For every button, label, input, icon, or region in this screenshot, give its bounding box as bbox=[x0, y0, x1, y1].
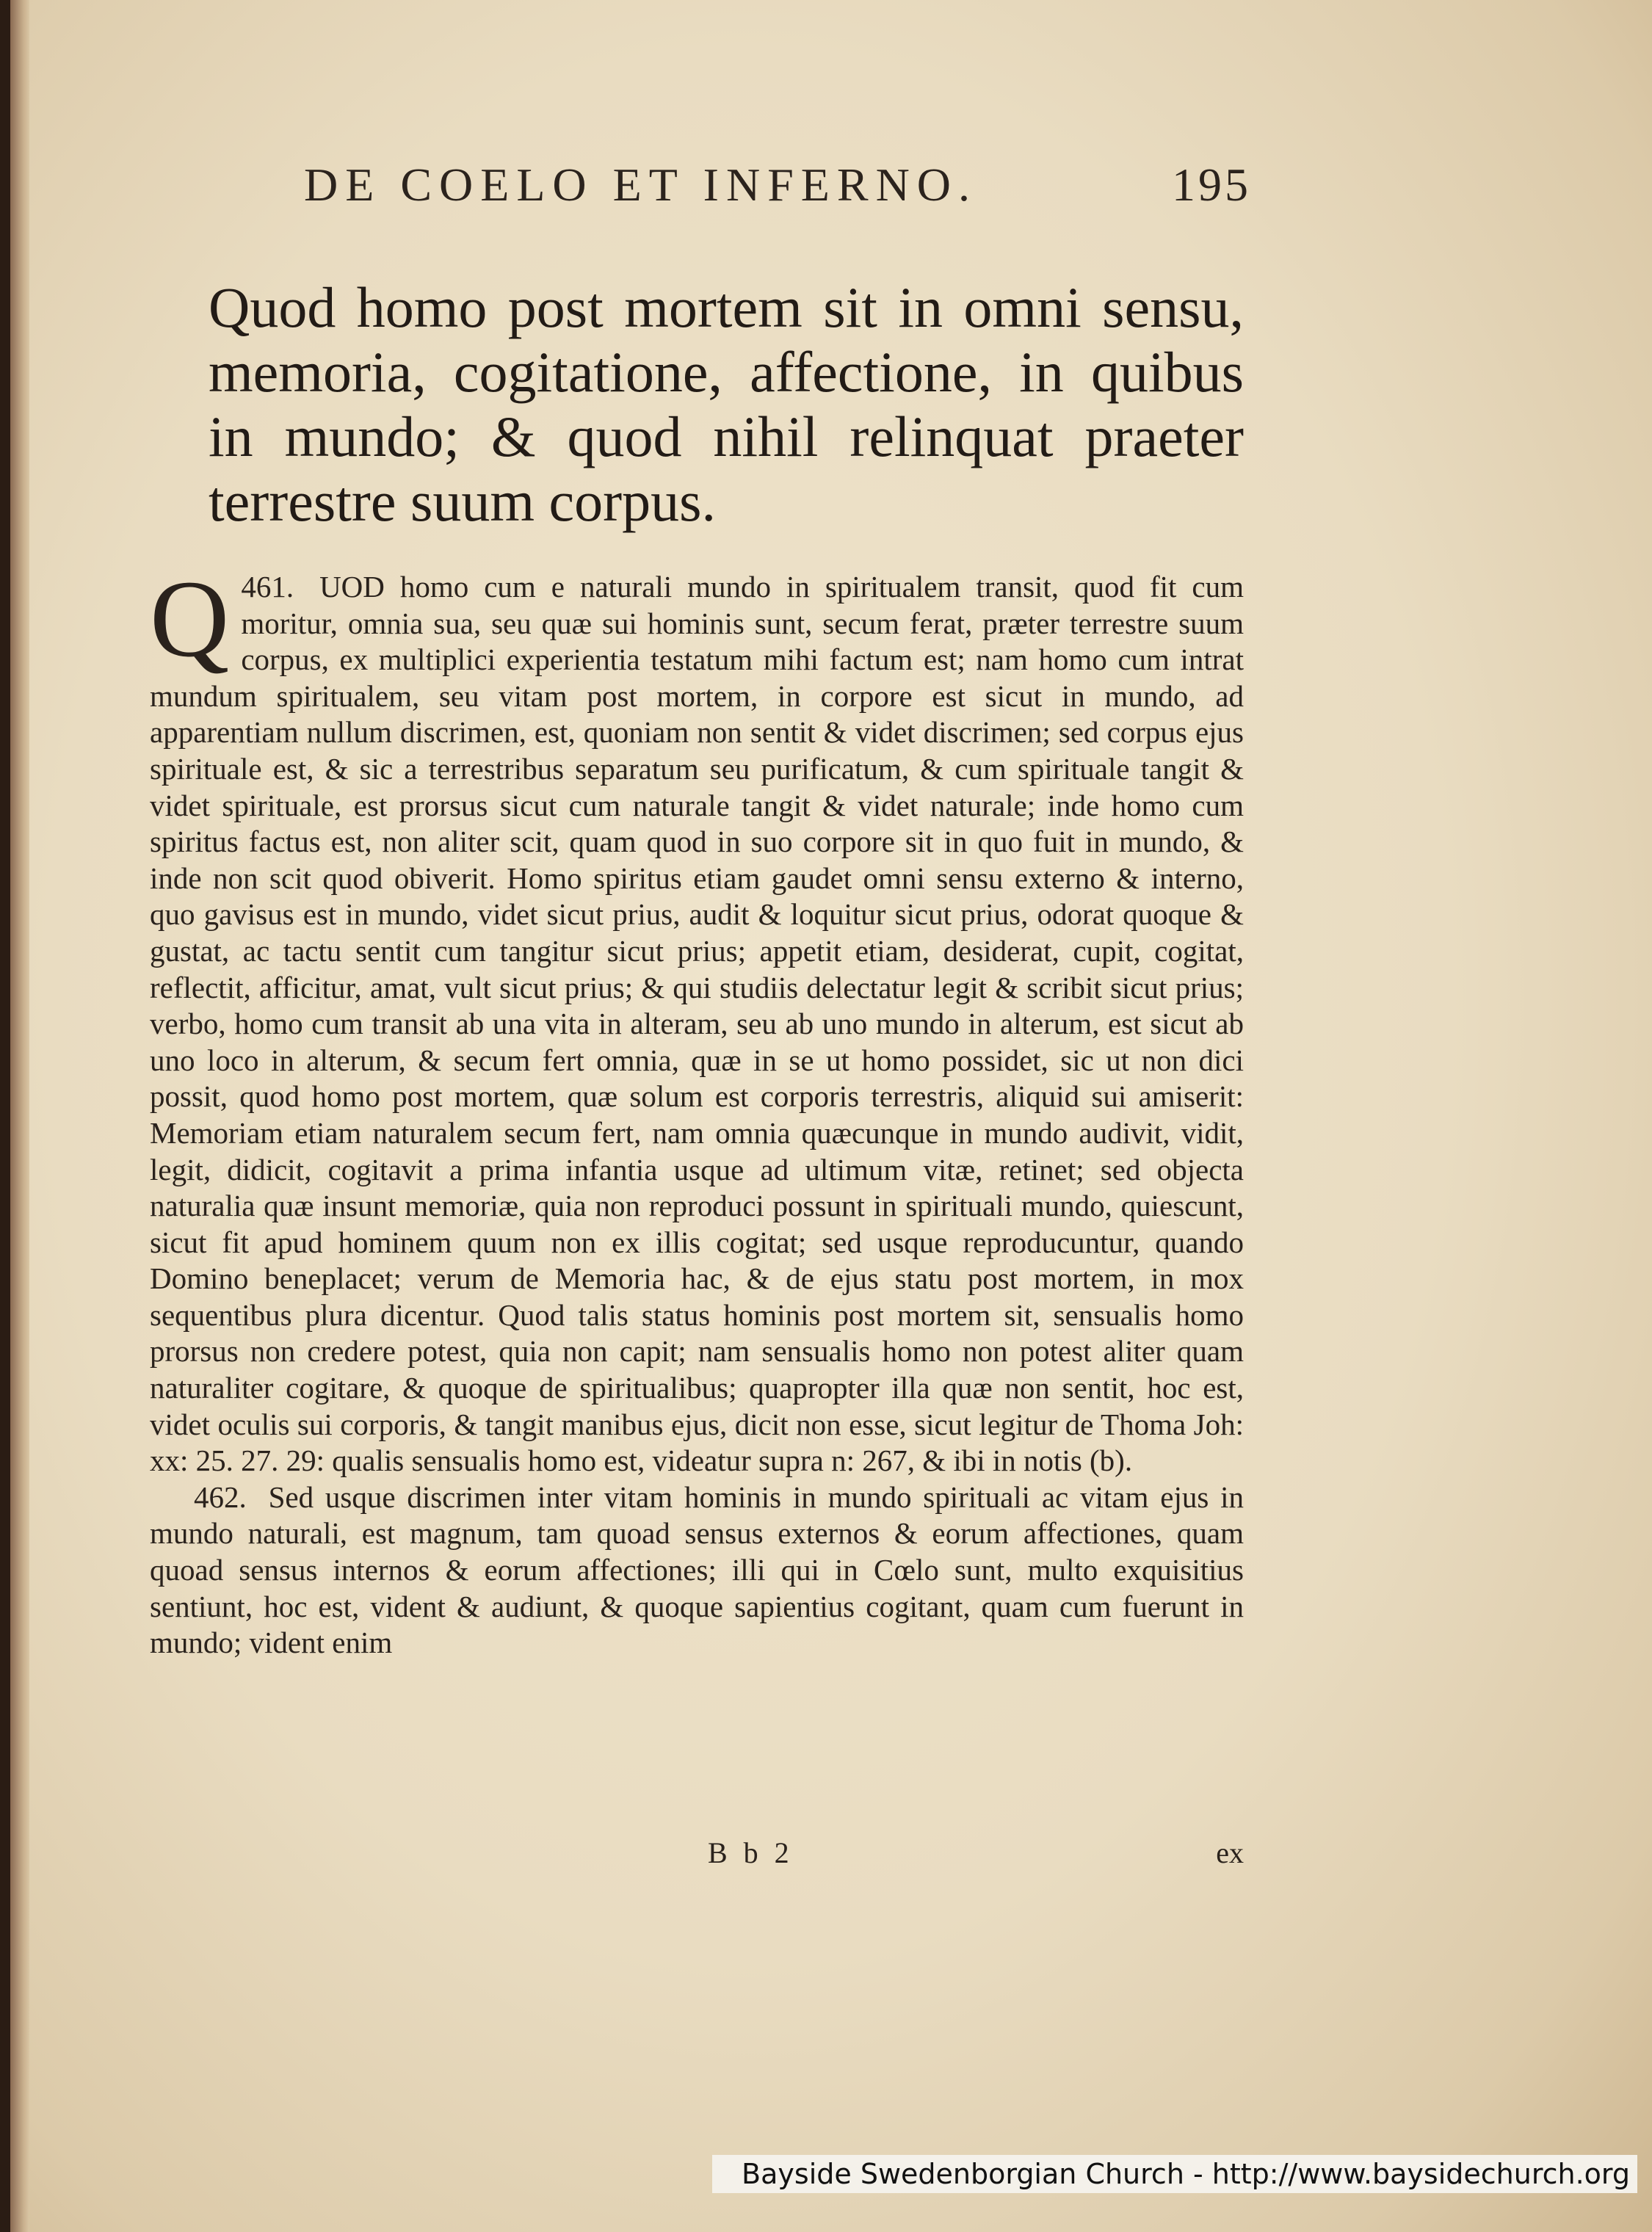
running-title: DE COELO ET INFERNO. bbox=[304, 159, 977, 211]
signature-mark: B b 2 bbox=[708, 1836, 794, 1869]
paragraph-number: 461. bbox=[241, 570, 294, 604]
watermark-credit: Bayside Swedenborgian Church - http://www.baysidechurch.org bbox=[712, 2155, 1637, 2193]
page-number: 195 bbox=[1172, 159, 1251, 211]
body-text bbox=[150, 558, 1244, 1662]
paragraph-461 bbox=[150, 558, 1244, 1479]
paragraph-text: Sed usque discrimen inter vitam hominis in mundo spirituali ac vitam ejus in mundo naturali, est magnum, tam quoad sensus externos & eorum affectiones, quam quoad sensus internos & eorum affectiones; illi qui in Cœlo sunt, multo exquisitius sentiunt, hoc est, vident & audiunt, & quoque sapientius cogitant, quam cum fuerunt in mundo; vident enim bbox=[150, 1479, 1244, 1660]
page-footer bbox=[150, 1836, 1244, 1880]
catchword: ex bbox=[1216, 1836, 1244, 1869]
chapter-title: Quod homo post mortem sit in omni sensu, memoria, cogitatione, affectione, in quibus in mundo; & quod nihil relinquat praeter terrestre suum corpus. bbox=[209, 275, 1244, 533]
paragraph-text: UOD homo cum e naturali mundo in spiritualem transit, quod fit cum moritur, omnia sua, seu quæ sui hominis sunt, secum ferat, præter terrestre suum corpus, ex multiplici experientia testatum mihi factum est; nam homo cum intrat mundum spiritualem, seu vitam post mortem, in corpore est sicut in mundo, ad apparentiam nullum discrimen, est, quoniam non sentit & videt discrimen; sed corpus ejus spirituale est, & sic a terrestribus separatum seu purificatum, & cum spirituale tangit & videt spirituale, est prorsus sicut cum naturale tangit & videt naturale; inde homo cum spiritus factus est, non aliter scit, quam quod in suo corpore sit in quo fuit in mundo, & inde non scit quod obiverit. Homo spiritus etiam gaudet omni sensu externo & interno, quo gavisus est in mundo, videt sicut prius, audit & loquitur sicut prius, odorat quoque & gustat, ac tactu sentit cum tangitur sicut prius; appetit etiam, desiderat, cupit, cogitat, reflectit, afficitur, amat, vult sicut prius; & qui studiis delectatur legit & scribit sicut prius; verbo, homo cum transit ab una vita in alteram, seu ab uno mundo in alterum, est sicut ab uno loco in alterum, & secum fert omnia, quæ in se ut homo possidet, sic ut non dici possit, quod homo post mortem, quæ solum est corporis terrestris, aliquid sui amiserit: Memoriam etiam naturalem secum fert, nam omnia quæcunque in mundo audivit, vidit, legit, didicit, cogitavit a prima infantia usque ad ultimum vitæ, retinet; sed objecta naturalia quæ insunt memoriæ, quia non reproduci possunt in spirituali mundo, quiescunt, sicut fit apud hominem quum non ex illis cogitat; sed usque reproducuntur, quando Domino beneplacet; verum de Memoria hac, & de ejus statu post mortem, in mox sequentibus plura dicentur. Quod talis status hominis post mortem sit, sensualis homo prorsus non credere potest, quia non capit; nam sensualis homo non potest aliter quam naturaliter cogitare, & quoque de spiritualibus; quapropter illa quæ non sentit, hoc est, videt oculis sui corporis, & tangit manibus ejus, dicit non esse, sicut legitur de Thoma Joh: xx: 25. 27. 29: qualis sensualis homo est, videatur supra n: 267, & ibi in notis (b). bbox=[150, 570, 1244, 1478]
paragraph-462 bbox=[150, 1479, 1244, 1662]
page-binding-edge bbox=[10, 0, 29, 2232]
drop-cap: Q bbox=[150, 558, 230, 680]
running-head bbox=[304, 151, 1251, 224]
paragraph-number: 462. bbox=[194, 1479, 247, 1514]
book-page bbox=[10, 0, 1652, 2232]
